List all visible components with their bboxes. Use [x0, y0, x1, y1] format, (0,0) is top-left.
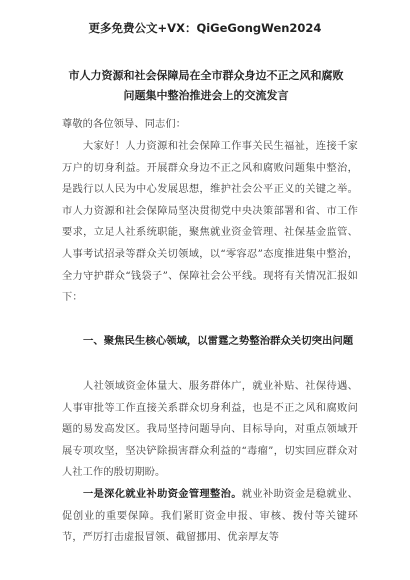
- paragraph-intro: 大家好！人力资源和社会保障工作事关民生福祉，连接千家万户的切身利益。开展群众身边不正之风和腐败问题集中整治，是践行以人民为中心发展思想，维护社会公平正义的关键之举。市人力资源和社会保障局坚决贯彻党中央决策部署和省、市工作要求，立足人社系统职能，聚焦就业资金管理、社保基金监管、人事考试招录等群众关切领域，以“零容忍”态度推进集中整治，全力守护群众“钱袋子”、保障社会公平线。现将有关情况汇报如下：: [62, 141, 358, 304]
- section-heading-1: 一、聚焦民生核心领域，以雷霆之势整治群众关切突出问题: [83, 335, 354, 347]
- paragraph-section-1: 人社领域资金体量大、服务群体广，就业补贴、社保待遇、人事审批等工作直接关系群众切身利益，也是不正之风和腐败问题的易发高发区。我局坚持问题导向、目标导向，对重点领域开展专项攻坚，坚决铲除损害群众利益的“毒瘤”，切实回应群众对人社工作的殷切期盼。: [62, 381, 358, 479]
- document-title-line-2: 问题集中整治推进会上的交流发言: [123, 89, 289, 102]
- paragraph-employment-subsidy: [62, 484, 358, 549]
- paragraph-body-text: 就业补助资金是稳就业、促创业的重要保障。我们紧盯资金申报、审核、拨付等关键环节，严厉打击虚报冒领、截留挪用、优亲厚友等: [62, 489, 358, 544]
- watermark-header: 更多免费公文+VX：QiGeGongWen2024: [88, 21, 322, 35]
- greeting: 尊敬的各位领导、同志们：: [62, 119, 187, 130]
- paragraph-lead-bold: 一是深化就业补助资金管理整治。: [83, 489, 242, 500]
- document-title-line-1: 市人力资源和社会保障局在全市群众身边不正之风和腐败: [68, 69, 344, 82]
